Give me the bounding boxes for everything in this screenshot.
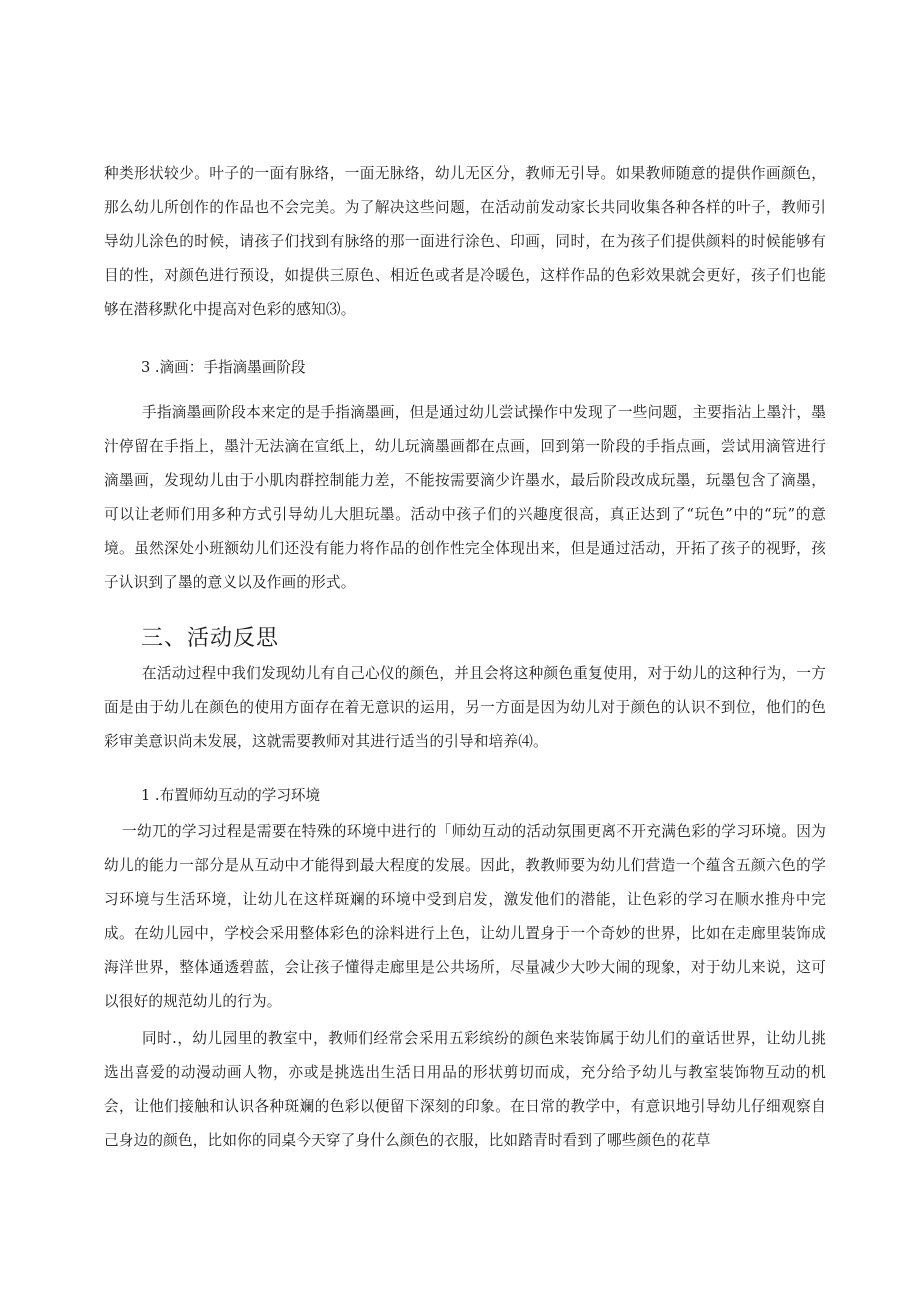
body-paragraph-leaves: 种类形状较少。叶子的一面有脉络，一面无脉络，幼儿无区分，教师无引导。如果教师随意的提供作画颜色，那么幼儿所创作的作品也不会完美。为了解决这些问题，在活动前发动家长共同收集各种各样的叶子，教师引导幼儿涂色的时候，请孩子们找到有脉络的那一面进行涂色、印画，同时，在为孩子们提供颜料的时候能够有目的性，对颜色进行预设，如提供三原色、相近色或者是冷暖色，这样作品的色彩效果就会更好，孩子们也能够在潜移默化中提高对色彩的感知⑶。 xyxy=(104,165,826,318)
body-paragraph-classroom: 同时.，幼儿园里的教室中，教师们经常会采用五彩缤纷的颜色来装饰属于幼儿们的童话世界，让幼儿挑选出喜爱的动漫动画人物，亦或是挑选出生活日用品的形状剪切而成，充分给予幼儿与教室装饰物互动的机会，让他们接触和认识各种斑斓的色彩以便留下深刻的印象。在日常的教学中，有意识地引导幼儿仔细观察自己身边的颜色，比如你的同桌今天穿了身什么颜色的衣服，比如踏青时看到了哪些颜色的花草 xyxy=(104,1030,826,1149)
body-paragraph-reflection: 在活动过程中我们发现幼儿有自己心仪的颜色，并且会将这种颜色重复使用，对于幼儿的这种行为，一方面是由于幼儿在颜色的使用方面存在着无意识的运用，另一方面是因为幼儿对于颜色的认识不到位，他们的色彩审美意识尚未发展，这就需要教师对其进行适当的引导和培养⑷。 xyxy=(104,665,826,750)
subheading-drip-painting: 3 .滴画：手指滴墨画阶段 xyxy=(141,359,306,376)
section-heading-reflection: 三、活动反思 xyxy=(141,626,280,651)
body-paragraph-finger-ink: 手指滴墨画阶段本来定的是手指滴墨画，但是通过幼儿尝试操作中发现了一些问题，主要指沾上墨汁，墨汁停留在手指上，墨汁无法滴在宣纸上，幼儿玩滴墨画都在点画，回到第一阶段的手指点画，尝试用滴管进行滴墨画，发现幼儿由于小肌肉群控制能力差，不能按需要滴少许墨水，最后阶段改成玩墨，玩墨包含了滴墨，可以让老师们用多种方式引导幼儿大胆玩墨。活动中孩子们的兴趣度很高，真正达到了“玩色”中的“玩”的意境。虽然深处小班额幼儿们还没有能力将作品的创作性完全体现出来，但是通过活动，开拓了孩子的视野，孩子认识到了墨的意义以及作画的形式。 xyxy=(104,404,826,591)
subheading-learning-environment: 1 .布置师幼互动的学习环境 xyxy=(141,787,321,804)
body-paragraph-environment: 一幼兀的学习过程是需要在特殊的环境中进行的「师幼互动的活动氛围更离不开充满色彩的学习环境。因为幼儿的能力一部分是从互动中才能得到最大程度的发展。因此，教教师要为幼儿们营造一个蕴含五颜六色的学习环境与生活环境，让幼儿在这样斑斓的环境中受到启发，激发他们的潜能，让色彩的学习在顺水推舟中完成。在幼儿园中，学校会采用整体彩色的涂料进行上色，让幼儿置身于一个奇妙的世界，比如在走廊里装饰成海洋世界，整体通透碧蓝，会让孩子懂得走廊里是公共场所，尽量减少大吵大闹的现象，对于幼儿来说，这可以很好的规范幼儿的行为。 xyxy=(104,823,826,1010)
